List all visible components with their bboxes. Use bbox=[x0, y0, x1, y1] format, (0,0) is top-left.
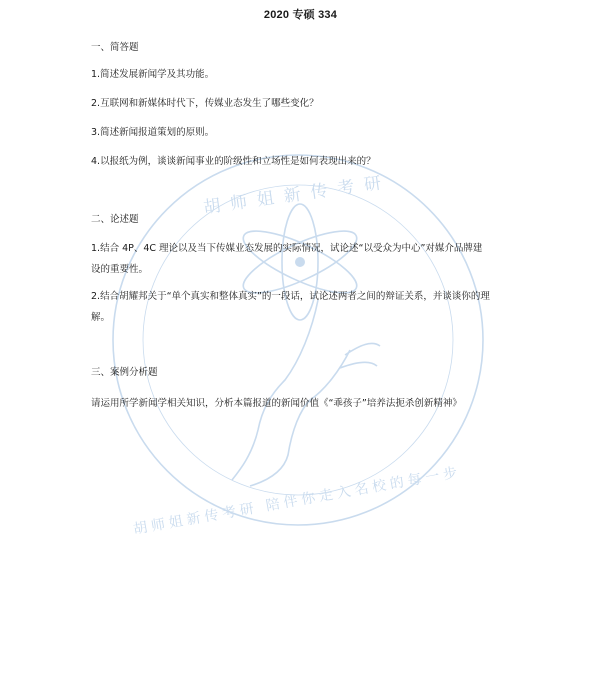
document-title: 2020 专硕 334 bbox=[263, 9, 338, 21]
watermark-hand bbox=[250, 350, 350, 486]
question-item: 1.结合 4P、4C 理论以及当下传媒业态发展的实际情况，试论述“以受众为中心”对媒介品牌建设的重要性。 bbox=[91, 243, 483, 275]
question-item: 3.简述新闻报道策划的原则。 bbox=[91, 127, 215, 138]
question-item: 2.互联网和新媒体时代下，传媒业态发生了哪些变化？ bbox=[91, 98, 319, 109]
question-item: 4.以报纸为例，谈谈新闻事业的阶级性和立场性是如何表现出来的？ bbox=[91, 156, 376, 167]
watermark-bottom-text: 胡师姐新传考研 陪伴你走入名校的每一步 bbox=[132, 464, 463, 538]
watermark-finger bbox=[340, 362, 377, 368]
watermark-top-text: 胡师姐新传考研 bbox=[202, 171, 393, 219]
watermark-inner-ring bbox=[143, 185, 453, 495]
section-heading-essay: 二、论述题 bbox=[91, 214, 139, 225]
question-item: 1.简述发展新闻学及其功能。 bbox=[91, 69, 215, 80]
question-item: 2.结合胡耀邦关于“单个真实和整体真实”的一段话，试论述两者之间的辩证关系，并谈谈你的理解。 bbox=[91, 291, 490, 323]
section-heading-short-answer: 一、简答题 bbox=[91, 42, 139, 53]
case-analysis-prompt: 请运用所学新闻学相关知识，分析本篇报道的新闻价值《“乖孩子”培养法扼杀创新精神》 bbox=[91, 398, 462, 409]
watermark-outer-ring bbox=[113, 155, 483, 525]
watermark-finger bbox=[345, 343, 380, 355]
section-heading-case-analysis: 三、案例分析题 bbox=[91, 367, 158, 378]
